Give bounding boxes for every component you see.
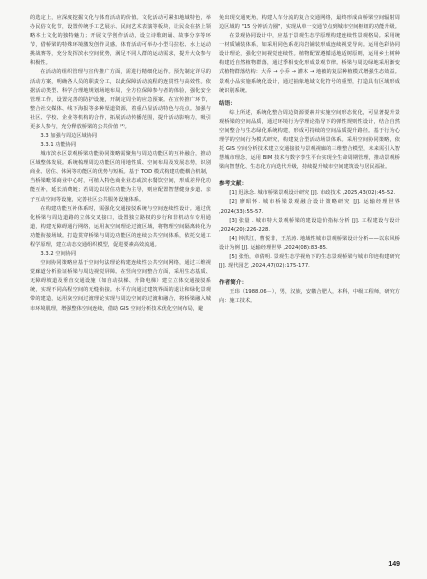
section-heading: 3.3.2 空间协同: [40, 251, 77, 258]
section-heading: 3.3 加强与周边区域协同: [40, 133, 98, 140]
section-title: 参考文献：: [219, 181, 248, 188]
reference-item: [1] 迟泳念. 城市桥梁景观设计研究 [J]. 市政技术 ,2025,43(02):45-52.: [229, 190, 396, 197]
body-paragraph: 在构建功能互补体系时，需强化交通接驳系统与空间连续性设计。通过优化桥梁与周边道路的立体交叉接口，设置独立路权的步行和非机动车专用通道，构建无障碍通行网络，运用灰空间理论过渡区域，将物理空间隔离转化为功能衔接场域。打造贯穿桥梁与周边功能区的连续公共空间体系，依托交通工程学原理，建立动态交通组织模型，促进要素高效流通。: [30, 205, 211, 248]
body-paragraph: 在景观协同设计中，应基于景观生态学原理构建连续性景观格局。采用统一材质铺装体系，如采用同色系花岗岩铺装形成连续视觉导向。运用色彩协同设计理论，强化空间视觉连续性。植物配置遵循适地适树原则，运用乡土树种构建近自然植物群落，通过季相变化形成景观节律。桥梁与周边绿地采用渐变式植物群落结构：大乔 → 小乔 → 灌木 → 地被的复层种植模式增强生态效益。景观小品实施系统化设计，通过抽象地域文化符号的重塑，打造具有区域形成统识别系统。: [219, 33, 400, 94]
body-paragraph: 城市滨水区景观桥梁功能协同策略需聚焦与周边功能区的互补融合，推动区域整体发展。系统梳理周边功能区的用地性质、空间布局及发展态势，识别商业、居住、休闲等功能区的优势与短板。基于 TOD 模式构建功能耦合机制，当桥梁毗邻商业中心时，可植入特色商业业态或滨水餐饮空间，形成差异化功能互补，延长消费链；若周边以居住功能为主导，则应配置智慧健身步道、亲子互动空间等设施，完善社区公共服务设施体系。: [30, 151, 211, 203]
left-column: [30, 14, 211, 314]
reference-item: [3] 张量 . 城市特大景观桥梁的建设造价指标分析 [J]. 工程建设与设计 ,2024(20):226-228.: [219, 217, 400, 233]
reference-item: [4] 钟洪江，曹悦非，王茁涛. 地域性城市景观桥梁设计分析——以东风桥设计为例 [J]. 运输经理世界 ,2024(08):83-85.: [219, 235, 400, 251]
reference-item: [2] 廖昭怀. 城市桥梁景观融合设计策略研究 [J]. 运输经理世界 ,2024(33):55-57.: [219, 199, 400, 215]
page-number: 149: [388, 561, 400, 568]
body-paragraph: 空间协同策略应基于空间句法理论构建连续性公共空间网络，通过三维视觉廊道分析验证桥梁与周边视觉屏障。在竖向空间整合方面，采用生态基质、无障碍坡道及垂直交通设施（如自动扶梯、升降电梯）建立立体交通接驳系统，实现不同高程空间的无缝衔接。水平方向通过建筑界面的退让和绿化景观带的建造，运用灰空间过渡理论实现与周边空间的过渡和融合，将桥梁融入城市环境肌理，增强整体空间连续，借助 GIS 空间分析技术优化空间布局，避: [30, 260, 211, 312]
body-paragraph: 在活动的组织管理与宣传推广方面，需进行精细化运作。预先制定详尽的活动方案，明确各人员的职责分工，以此保障活动流程的连贯性与高效性。依据活动类型、科学合理地规划场地布局，全方位保障参与者的体验，强化安全管理工作，设置完善的防护设施，开制定周全的应急预案。在宣传推广环节，整合社交媒体、线下海报等多种渠道资源，着重凸显活动特色与亮点。加强与社区、学校、企业等机构的合作，拓展活动传播范围，提升活动影响力，吸引更多人参与，充分释放桥梁的公共价值 ⁽⁴⁾。: [30, 69, 211, 130]
body-paragraph: 免出现交通死角，构建人车分流的复合交通网络，最终形成由桥梁空间辐射周边区域的 "15 分钟活力圈"，实现从单一交通节点到城市空间枢纽的功能升级。: [219, 15, 400, 31]
right-column: [219, 14, 400, 306]
body-paragraph: 综上所述，系统化整合周边资源要素并实施空间形态优化，可显著提升景观桥梁的空间品质，通过环境行为学理论指导下的弹性规则性设计，结合自然空间整合与生态绿化系统构建，形成可持续的空间品质提升路径。基于行为心理学的空间行为模式研究，构建复合型活动场景体系。采用空间协同策略，依托 GIS 空间分析技术建立交通接驳与景观视廊的三维整合模型，未来需引入智慧城市理念，运用 BIM 技术与数字孪生平台实现全生命周期管理，推动景观桥梁向智慧化、生态化方向迭代升级，持续提升城市空间建筑设与居民福祉。: [219, 109, 400, 171]
reference-item: [5] 张怡，章倩明. 景观生态学视角下的生态景观桥梁与城市印迹构建研究 [J]. 现代园艺 ,2024,47(02):175-177.: [219, 253, 400, 270]
section-heading: 3.3.1 功能协同: [40, 142, 77, 149]
body-paragraph: 王玮（1988.06－），男，汉族，安徽合肥人，本科，中级工程师，研究方向：施工技术。: [219, 289, 400, 305]
section-title: 结语：: [219, 100, 236, 107]
section-title: 作者简介：: [219, 280, 248, 287]
body-paragraph: 的选定上，应深度挖掘文化与体育活动的价值。文化活动可紧扣地域特色，举办民俗文化节，设置传统手工艺展示、民间艺术表演等板块，让民众在挤上领略本土文化的独特魅力；开展文学创作活动，设立诗歌朗诵、故事分享等环节，借桥梁的特殊环境激发创作灵感。体育活动可举办小型马拉松、水上运动挑战赛等，充分发挥滨水空间优势，满足不同人群的运动需求，提升大众参与积极性。: [30, 15, 211, 67]
